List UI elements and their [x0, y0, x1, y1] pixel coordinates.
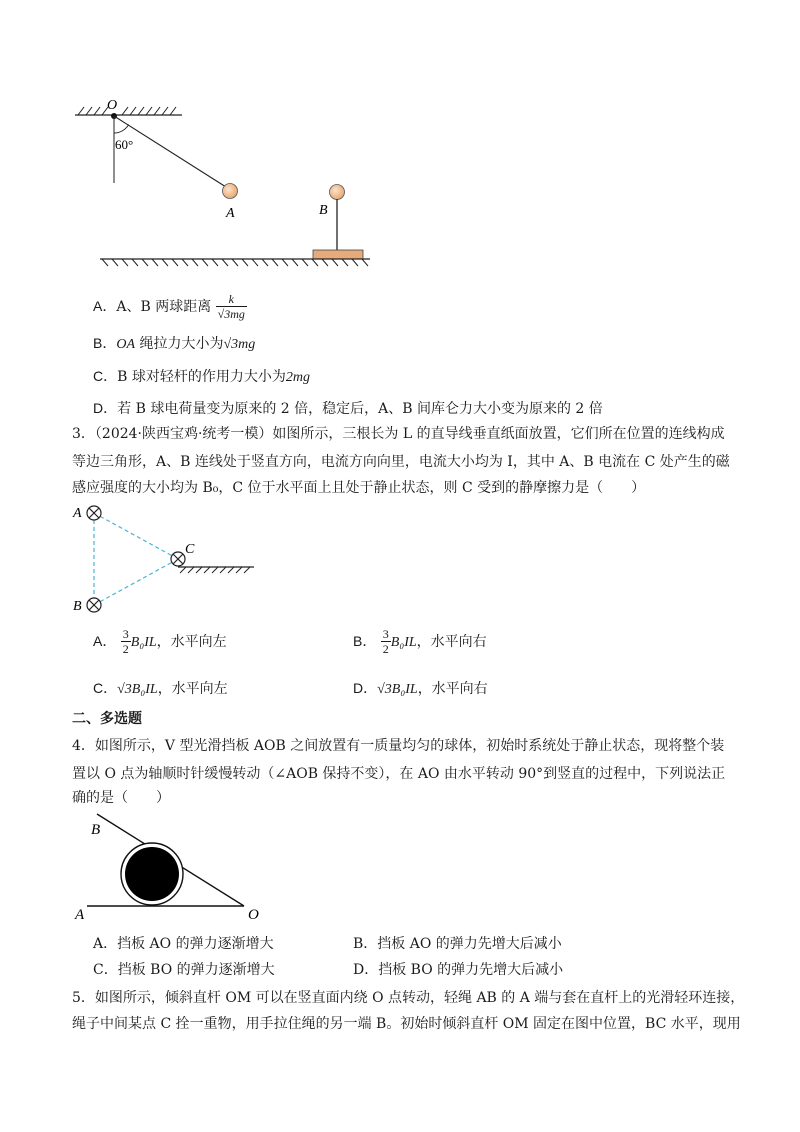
q4-stem-line1: 4．如图所示，V 型光滑挡板 AOB 之间放置有一质量均匀的球体，初始时系统处于静止状态，现将整个装 — [72, 738, 725, 754]
figure-q2 — [70, 95, 380, 270]
fig1-label-O: O — [107, 98, 118, 113]
q5-stem-line1: 5．如图所示，倾斜直杆 OM 可以在竖直面内绕 O 点转动，轻绳 AB 的 A 端与套在直杆上的光滑轻环连接， — [72, 990, 745, 1006]
q3-option-a-label: A． — [93, 633, 117, 649]
q3-option-d-dir: ，水平向右 — [417, 681, 488, 697]
q2-option-c[interactable] — [93, 366, 310, 388]
q4-stem-line3: 确的是（ ） — [72, 790, 170, 806]
q2-option-b-val: √3mg — [223, 337, 256, 352]
q3-option-b-den: 2 — [382, 642, 389, 656]
q2-option-b-var: OA — [116, 337, 136, 352]
fig4-label-O: O — [248, 907, 259, 922]
q2-option-a-num: k — [216, 293, 247, 307]
q3-stem-line3: 感应强度的大小均为 B₀，C 位于水平面上且处于静止状态，则 C 受到的静摩擦力是（ ） — [72, 480, 646, 496]
q2-option-a[interactable] — [93, 293, 247, 321]
q3-option-a[interactable] — [93, 628, 227, 656]
fig3-label-A: A — [73, 506, 82, 521]
figure-q3 — [68, 500, 268, 620]
q2-option-c-text: B 球对轻杆的作用力大小为 — [117, 369, 286, 385]
fig1-label-angle: 60° — [115, 137, 134, 152]
fig4-label-A: A — [75, 907, 85, 922]
fig4-label-B: B — [91, 822, 101, 838]
q2-option-c-val: 2mg — [285, 370, 310, 385]
q5-stem-line2: 绳子中间某点 C 拴一重物，用手拉住绳的另一端 B。初始时倾斜直杆 OM 固定在图中位置，BC 水平，现用 — [72, 1016, 741, 1032]
q2-option-a-text: A、B 两球距离 — [116, 299, 212, 315]
q2-option-b[interactable] — [93, 333, 255, 355]
q2-option-a-label: A． — [93, 298, 117, 314]
fig3-label-B: B — [73, 599, 82, 614]
fig1-label-A: A — [226, 206, 235, 221]
q4-option-a[interactable]: A．挡板 AO 的弹力逐渐增大 — [93, 936, 274, 952]
q3-option-b-fraction — [381, 628, 391, 656]
section-heading-multiple-choice: 二、多选题 — [72, 710, 142, 726]
q3-option-d-expr: √3B₀IL — [377, 682, 418, 697]
q3-option-a-fraction — [121, 628, 131, 656]
q3-option-c[interactable] — [93, 678, 228, 700]
q4-option-d[interactable]: D．挡板 BO 的弹力先增大后减小 — [353, 962, 564, 978]
q2-option-b-label: B． — [93, 335, 117, 351]
q4-stem-line2: 置以 O 点为轴顺时针缓慢转动（∠AOB 保持不变），在 AO 由水平转动 90°到竖直的过程中，下列说法正 — [72, 766, 726, 782]
wire-b-icon — [87, 598, 101, 612]
q3-option-b[interactable] — [353, 628, 487, 656]
q3-stem-line1: 3．（2024·陕西宝鸡·统考一模）如图所示，三根长为 L 的直导线垂直纸面放置，它们所在位置的连线构成 — [72, 426, 725, 442]
q3-option-b-num: 3 — [382, 627, 389, 641]
q3-option-d[interactable] — [353, 678, 488, 700]
ball-b — [330, 185, 345, 200]
q3-option-b-label: B． — [353, 633, 377, 649]
q3-option-d-label: D． — [353, 680, 378, 696]
q2-option-b-text: 绳拉力大小为 — [135, 336, 224, 352]
q4-option-b[interactable]: B．挡板 AO 的弹力先增大后减小 — [353, 936, 562, 952]
wire-c-icon — [171, 552, 185, 566]
q2-option-a-den: √3mg — [217, 307, 245, 321]
wire-a-icon — [87, 506, 101, 520]
q2-option-d-label: D． — [93, 400, 118, 416]
q4-option-c[interactable]: C．挡板 BO 的弹力逐渐增大 — [93, 962, 275, 978]
ball-a — [223, 184, 238, 199]
q3-option-c-label: C． — [93, 680, 118, 696]
q3-option-a-num: 3 — [122, 627, 129, 641]
q3-option-a-den: 2 — [122, 642, 129, 656]
fig3-label-C: C — [185, 542, 195, 557]
q2-option-a-fraction — [216, 293, 247, 321]
q2-option-c-label: C． — [93, 368, 118, 384]
q3-option-b-expr: B₀IL — [390, 635, 417, 650]
q2-option-d-text: 若 B 球电荷量变为原来的 2 倍，稳定后，A、B 间库仑力大小变为原来的 2 倍 — [117, 401, 603, 417]
fig1-label-B: B — [319, 203, 328, 218]
q3-stem-line2: 等边三角形，A、B 连线处于竖直方向，电流方向向里，电流大小均为 I，其中 A、B 电流在 C 处产生的磁 — [72, 454, 730, 470]
figure-q4 — [72, 812, 272, 922]
q3-option-b-dir: ，水平向右 — [416, 634, 487, 650]
q3-option-a-dir: ，水平向左 — [156, 634, 227, 650]
q3-option-c-expr: √3B₀IL — [117, 682, 158, 697]
q3-option-c-dir: ，水平向左 — [157, 681, 228, 697]
q2-option-d[interactable] — [93, 398, 603, 419]
q3-option-a-expr: B₀IL — [130, 635, 157, 650]
